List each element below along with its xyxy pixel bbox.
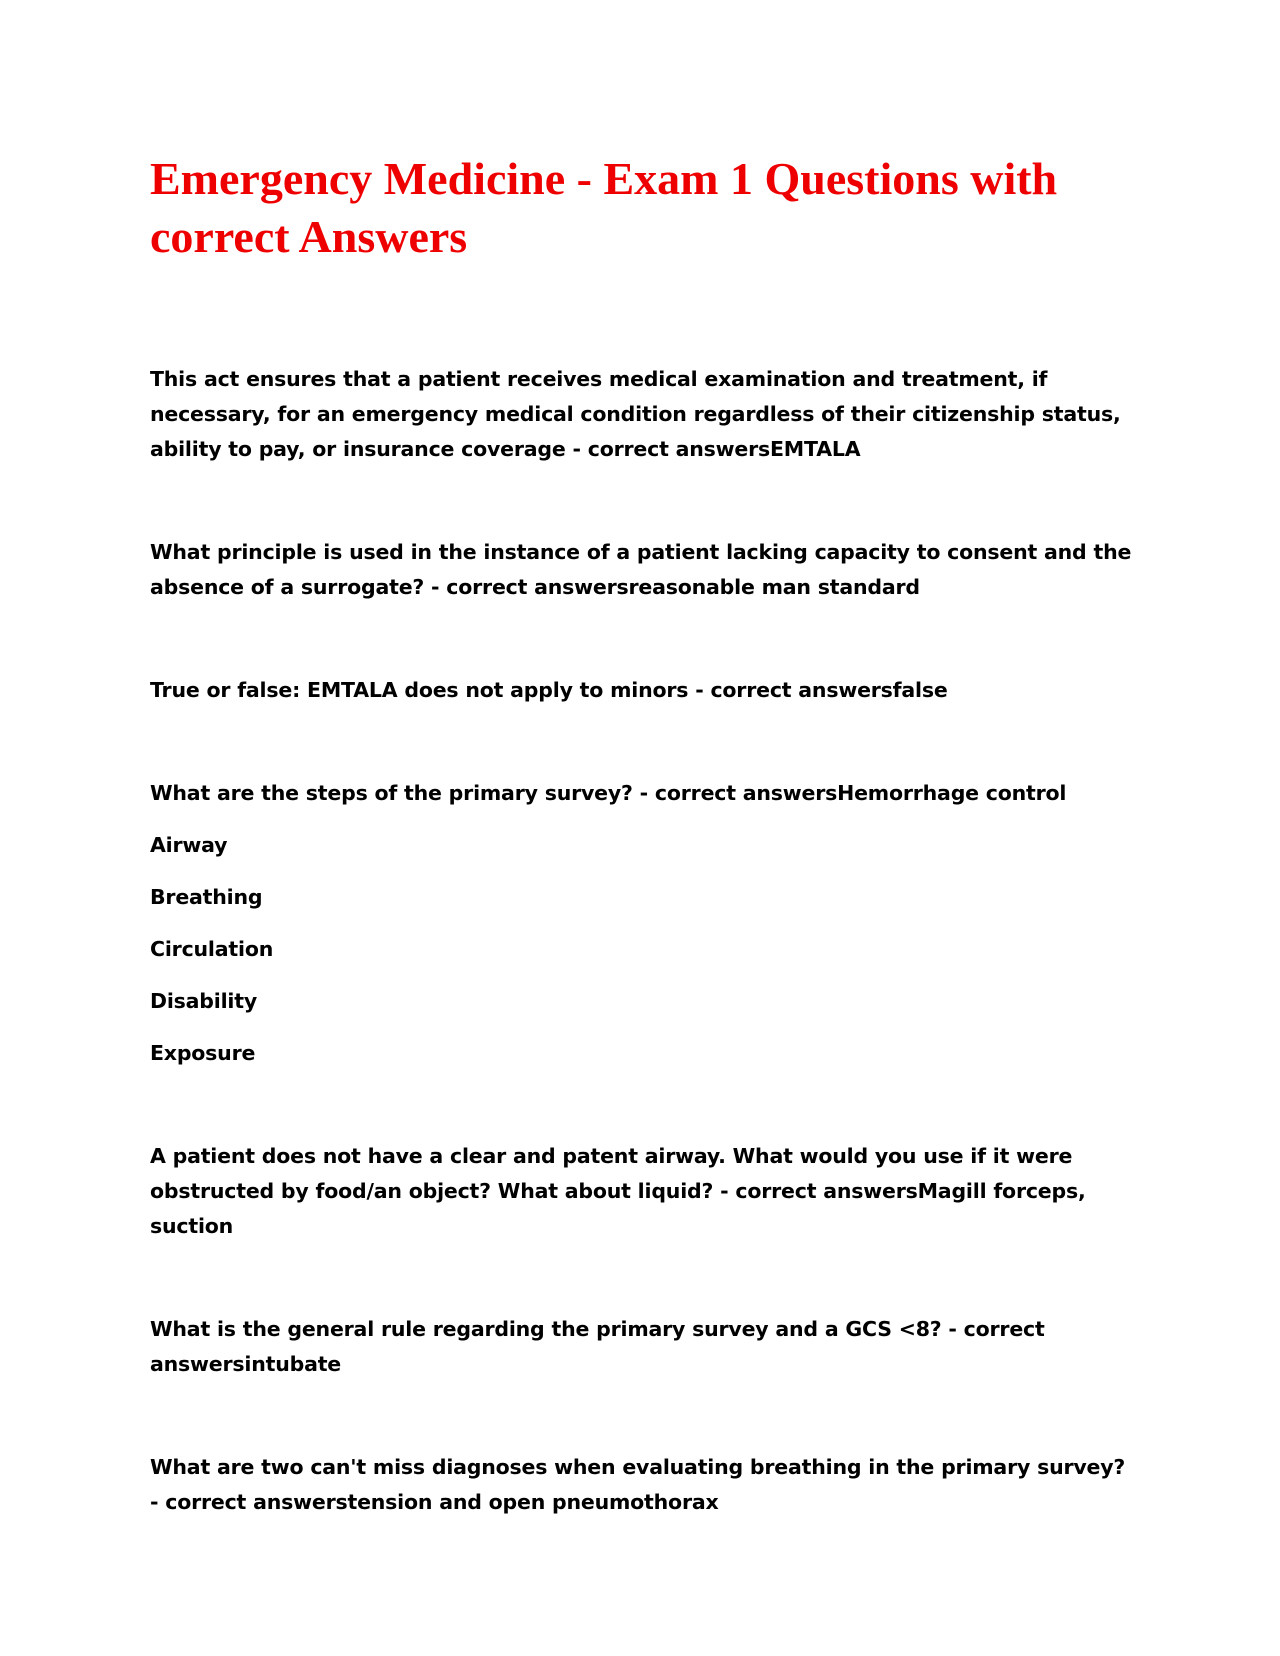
qa-text: True or false: EMTALA does not apply to minors - correct answersfalse	[150, 678, 948, 702]
survey-step-circulation: Circulation	[150, 937, 274, 961]
document-title: Emergency Medicine - Exam 1 Questions with correct Answers	[150, 153, 1058, 262]
survey-step-disability: Disability	[150, 989, 257, 1013]
qa-text: What are the steps of the primary survey? - correct answersHemorrhage control	[150, 781, 1067, 805]
qa-text: What principle is used in the instance of a patient lacking capacity to consent and the absence of a surrogate? - correct answersreasonable man standard	[150, 540, 1132, 599]
qa-item-minors	[150, 673, 1140, 708]
qa-text: This act ensures that a patient receives medical examination and treatment, if necessary, for an emergency medical condition regardless of their citizenship status, ability to pay, or insurance coverage - correct answersEMTALA	[150, 367, 1121, 461]
survey-step-airway: Airway	[150, 833, 228, 857]
qa-item-gcs	[150, 1312, 1140, 1382]
document-page	[150, 150, 1140, 1588]
qa-text: What is the general rule regarding the primary survey and a GCS <8? - correct answersintubate	[150, 1317, 1045, 1376]
survey-step-exposure: Exposure	[150, 1041, 256, 1065]
qa-item-breathing-diagnoses	[150, 1450, 1140, 1520]
qa-list	[150, 362, 1140, 1520]
qa-item-consent	[150, 535, 1140, 605]
survey-step-breathing: Breathing	[150, 885, 263, 909]
qa-item-airway-obstruction	[150, 1139, 1140, 1244]
qa-text: What are two can't miss diagnoses when evaluating breathing in the primary survey? - correct answerstension and open pneumothorax	[150, 1455, 1126, 1514]
qa-text: A patient does not have a clear and patent airway. What would you use if it were obstructed by food/an object? What about liquid? - correct answersMagill forceps, suction	[150, 1144, 1086, 1238]
qa-item-primary-survey	[150, 776, 1140, 1071]
qa-item-emtala	[150, 362, 1140, 467]
